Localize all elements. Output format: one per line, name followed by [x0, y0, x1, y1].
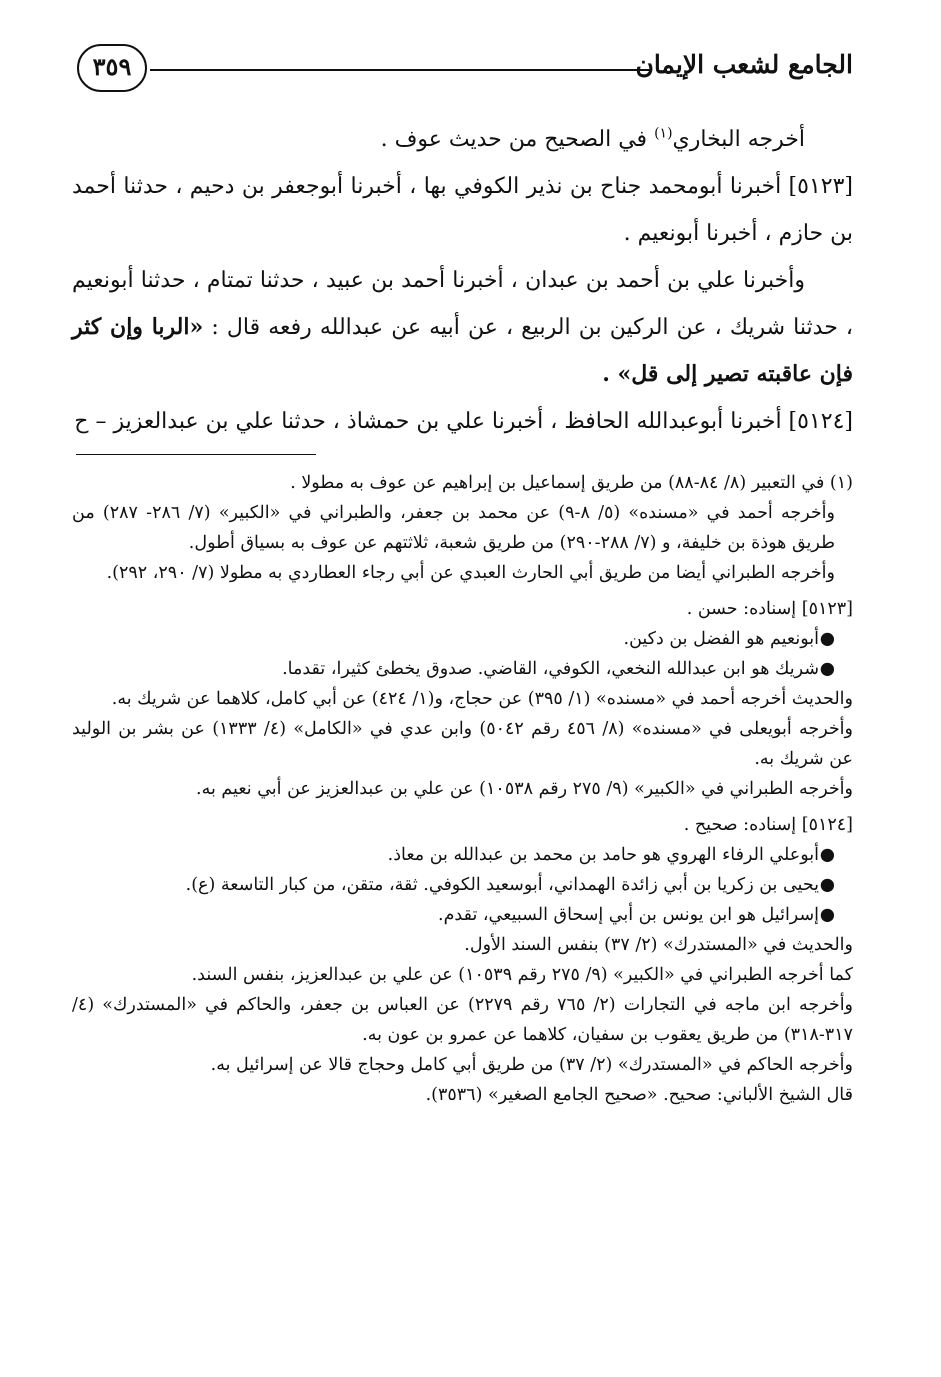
main-text: [72, 116, 853, 445]
footnote-5123-line: والحديث أخرجه أحمد في «مسنده» (١/ ٣٩٥) عن حجاج، و(١/ ٤٢٤) عن أبي كامل، كلاهما عن شريك به.: [111, 689, 853, 709]
footnote-5124-bullet: [72, 870, 853, 900]
paragraph-text: أخرجه البخاري: [672, 127, 805, 152]
paragraph-text: وأخبرنا علي بن أحمد بن عبدان ، أخبرنا أحمد بن عبيد ، حدثنا تمتام ، حدثنا أبونعيم ، حدثنا شريك ، عن الركين بن الربيع ، عن أبيه عن عبدالله رفعه قال :: [72, 268, 854, 340]
hadith-text: «الربا وإن كثر فإن عاقبته تصير إلى قل» .: [72, 314, 853, 387]
footnote-5124-bullet: [72, 840, 853, 870]
footnote-5123-line: وأخرجه أبويعلى في «مسنده» (٨/ ٤٥٦ رقم ٥٠٤٢) وابن عدي في «الكامل» (٤/ ١٣٣٣) عن بشر بن الوليد عن شريك به.: [72, 719, 853, 769]
bullet-icon: ●: [819, 875, 835, 895]
footnote-1: (١) في التعبير (٨/ ٨٤-٨٨) من طريق إسماعيل بن إبراهيم عن عوف به مطولا .: [290, 473, 853, 493]
bullet-text: أبونعيم هو الفضل بن دكين.: [623, 629, 819, 649]
bullet-text: شريك هو ابن عبدالله النخعي، الكوفي، القاضي. صدوق يخطئ كثيرا، تقدما.: [282, 659, 819, 679]
footnote-5123-title: [٥١٢٣] إسناده: حسن .: [686, 599, 853, 619]
bullet-icon: ●: [819, 659, 835, 679]
bullet-text: إسرائيل هو ابن يونس بن أبي إسحاق السبيعي، تقدم.: [438, 905, 819, 925]
footnotes: [72, 468, 853, 1110]
page-number: ٣٥٩: [77, 44, 147, 92]
footnote-5123-bullet: [72, 654, 853, 684]
footnote-5124-bullet: [72, 900, 853, 930]
header-rule: [150, 69, 651, 71]
bullet-text: يحيى بن زكريا بن أبي زائدة الهمداني، أبوسعيد الكوفي. ثقة، متقن، من كبار التاسعة (ع).: [185, 875, 819, 895]
footnote-5123-bullet: [72, 624, 853, 654]
footnote-1-line: وأخرجه أحمد في «مسنده» (٥/ ٨-٩) عن محمد بن جعفر، والطبراني في «الكبير» (٧/ ٢٨٦- ٢٨٧) من طريق هوذة بن خليفة، و (٧/ ٢٨٨-٢٩٠) من طريق شعبة، ثلاثتهم عن عوف به بسياق أطول.: [72, 503, 835, 553]
footnote-separator: [76, 454, 316, 455]
footnote-5124-line: قال الشيخ الألباني: صحيح. «صحيح الجامع الصغير» (٣٥٣٦).: [425, 1085, 853, 1105]
footnote-5124-title: [٥١٢٤] إسناده: صحيح .: [683, 815, 853, 835]
footnote-1-line: وأخرجه الطبراني أيضا من طريق أبي الحارث العبدي عن أبي رجاء العطاردي به مطولا (٧/ ٢٩٠، ٢٩٢).: [106, 563, 835, 583]
footnote-5124-line: والحديث في «المستدرك» (٢/ ٣٧) بنفس السند الأول.: [464, 935, 853, 955]
footnote-5124-line: كما أخرجه الطبراني في «الكبير» (٩/ ٢٧٥ رقم ١٠٥٣٩) عن علي بن عبدالعزيز، بنفس السند.: [191, 965, 853, 985]
bullet-icon: ●: [819, 845, 835, 865]
footnote-5123-line: وأخرجه الطبراني في «الكبير» (٩/ ٢٧٥ رقم ١٠٥٣٨) عن علي بن عبدالعزيز عن أبي نعيم به.: [196, 779, 853, 799]
footnote-5124-line: وأخرجه الحاكم في «المستدرك» (٢/ ٣٧) من طريق أبي كامل وحجاج قالا عن إسرائيل به.: [210, 1055, 853, 1075]
bullet-icon: ●: [819, 905, 835, 925]
paragraph-5123-chain: [72, 257, 853, 398]
running-header-title: الجامع لشعب الإيمان: [635, 50, 853, 79]
paragraph-5124: [٥١٢٤] أخبرنا أبوعبدالله الحافظ ، أخبرنا علي بن حمشاذ ، حدثنا علي بن عبدالعزيز – ح: [74, 409, 853, 434]
footnote-ref-1: (١): [654, 125, 673, 142]
bullet-text: أبوعلي الرفاء الهروي هو حامد بن محمد بن عبدالله بن معاذ.: [387, 845, 819, 865]
paragraph-bukhari: [72, 116, 853, 163]
paragraph-5123: [٥١٢٣] أخبرنا أبومحمد جناح بن نذير الكوفي بها ، أخبرنا أبوجعفر بن دحيم ، حدثنا أحمد بن حازم ، أخبرنا أبونعيم .: [72, 174, 853, 246]
bullet-icon: ●: [819, 629, 835, 649]
footnote-5124-line: وأخرجه ابن ماجه في التجارات (٢/ ٧٦٥ رقم ٢٢٧٩) عن العباس بن جعفر، والحاكم في «المستدرك» (٤/ ٣١٧-٣١٨) من طريق يعقوب بن سفيان، كلاهما عن عمرو بن عون به.: [72, 995, 854, 1045]
paragraph-text: في الصحيح من حديث عوف .: [380, 127, 655, 152]
